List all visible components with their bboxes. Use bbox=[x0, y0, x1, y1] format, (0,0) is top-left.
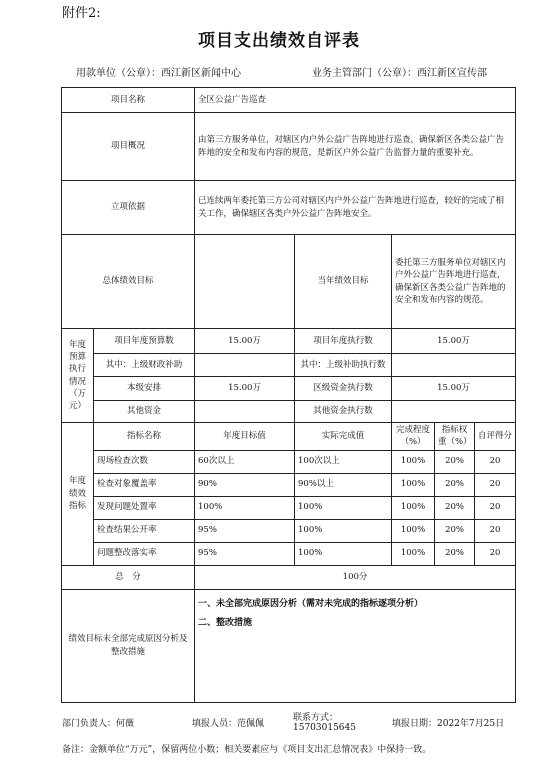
total-row bbox=[62, 565, 516, 589]
indicator-score: 20 bbox=[475, 496, 516, 519]
budget-label: 项目年度预算数 bbox=[94, 329, 195, 354]
row-project-name bbox=[62, 88, 516, 113]
project-overview-value: 由第三方服务单位，对辖区内户外公益广告阵地进行巡查，确保新区各类公益广告阵地的安全和发布内容的规范，是新区户外公益广告监督力量的重要补充。 bbox=[195, 113, 516, 181]
indicator-actual: 100次以上 bbox=[295, 450, 392, 473]
budget-value: 15.00万 bbox=[195, 377, 295, 401]
budget-label2: 其他资金执行数 bbox=[295, 401, 392, 423]
total-value: 100分 bbox=[195, 565, 516, 589]
filler: 填报人员：范佩佩 bbox=[192, 719, 265, 729]
indicator-score: 20 bbox=[475, 450, 516, 473]
indicator-weight: 20% bbox=[435, 496, 475, 519]
fill-date: 填报日期：2022年7月25日 bbox=[392, 719, 505, 729]
indicator-header: 实际完成值 bbox=[295, 423, 392, 451]
indicator-header-row bbox=[62, 423, 516, 451]
indicator-completion: 100% bbox=[392, 450, 435, 473]
annual-goal-label: 当年绩效目标 bbox=[295, 235, 392, 329]
budget-label2: 区级资金执行数 bbox=[295, 377, 392, 401]
analysis-row bbox=[62, 589, 516, 702]
project-overview-label: 项目概况 bbox=[62, 113, 195, 181]
indicator-completion: 100% bbox=[392, 473, 435, 496]
budget-value: 15.00万 bbox=[195, 329, 295, 354]
attachment-label: 附件2: bbox=[62, 6, 101, 21]
indicator-target: 95% bbox=[195, 542, 295, 565]
indicator-weight: 20% bbox=[435, 519, 475, 542]
budget-value2: 15.00万 bbox=[392, 377, 516, 401]
indicator-weight: 20% bbox=[435, 450, 475, 473]
budget-row bbox=[62, 401, 516, 423]
page-title: 项目支出绩效自评表 bbox=[198, 31, 360, 51]
indicator-weight: 20% bbox=[435, 473, 475, 496]
analysis-label: 绩效目标未全部完成原因分析及整改措施 bbox=[62, 589, 195, 702]
budget-row bbox=[62, 354, 516, 377]
indicator-row bbox=[62, 519, 516, 542]
analysis-item-reasons: 一、未全部完成原因分析（需对未完成的指标逐项分析） bbox=[198, 598, 424, 609]
indicator-row bbox=[62, 473, 516, 496]
footnote: 备注：金额单位“万元”，保留两位小数；相关要素应与《项目支出汇总情况表》中保持一致。 bbox=[62, 745, 432, 755]
annual-goal-value: 委托第三方服务单位对辖区内户外公益广告阵地进行巡查，确保新区各类公益广告阵地的安全和发布内容的规范。 bbox=[392, 235, 516, 329]
indicator-completion: 100% bbox=[392, 542, 435, 565]
indicator-target: 100% bbox=[195, 496, 295, 519]
indicator-header: 指标名称 bbox=[94, 423, 195, 451]
indicator-header: 自评得分 bbox=[475, 423, 516, 451]
supervisor-dept: 业务主管部门（公章）：西江新区宣传部 bbox=[312, 68, 487, 79]
indicator-row bbox=[62, 496, 516, 519]
indicator-header: 年度目标值 bbox=[195, 423, 295, 451]
indicator-target: 60次以上 bbox=[195, 450, 295, 473]
overall-goal-value bbox=[195, 235, 295, 329]
indicator-completion: 100% bbox=[392, 519, 435, 542]
indicator-row bbox=[62, 450, 516, 473]
evaluation-table bbox=[61, 87, 516, 703]
indicator-section-label: 年度绩效指标 bbox=[62, 423, 94, 566]
indicator-actual: 100% bbox=[295, 496, 392, 519]
budget-row bbox=[62, 329, 516, 354]
budget-value bbox=[195, 354, 295, 377]
project-basis-value: 已连续两年委托第三方公司对辖区内户外公益广告阵地进行巡查，较好的完成了相关工作，确保辖区各类户外公益广告阵地安全。 bbox=[195, 181, 516, 235]
row-project-basis bbox=[62, 181, 516, 235]
indicator-weight: 20% bbox=[435, 542, 475, 565]
analysis-content bbox=[195, 589, 516, 702]
indicator-name: 发现问题处置率 bbox=[94, 496, 195, 519]
indicator-actual: 90%以上 bbox=[295, 473, 392, 496]
indicator-header: 完成程度（%） bbox=[392, 423, 435, 451]
overall-goal-label: 总体绩效目标 bbox=[62, 235, 195, 329]
indicator-name: 检查对象覆盖率 bbox=[94, 473, 195, 496]
budget-label: 其他资金 bbox=[94, 401, 195, 423]
contact-phone: 15703015645 bbox=[293, 723, 356, 733]
budget-value2: 15.00万 bbox=[392, 329, 516, 354]
budget-value2 bbox=[392, 354, 516, 377]
dept-head: 部门负责人：何薇 bbox=[62, 719, 135, 729]
indicator-name: 现场检查次数 bbox=[94, 450, 195, 473]
indicator-completion: 100% bbox=[392, 496, 435, 519]
indicator-actual: 100% bbox=[295, 519, 392, 542]
project-name-value: 全区公益广告巡查 bbox=[195, 88, 516, 113]
indicator-name: 检查结果公开率 bbox=[94, 519, 195, 542]
indicator-actual: 100% bbox=[295, 542, 392, 565]
budget-section-label: 年度预算执行情况（万元） bbox=[62, 329, 94, 423]
indicator-header: 指标权重（%） bbox=[435, 423, 475, 451]
budget-label: 其中：上级财政补助 bbox=[94, 354, 195, 377]
budget-row bbox=[62, 377, 516, 401]
contact-label: 联系方式： bbox=[293, 713, 339, 723]
indicator-score: 20 bbox=[475, 473, 516, 496]
budget-label2: 项目年度执行数 bbox=[295, 329, 392, 354]
indicator-score: 20 bbox=[475, 519, 516, 542]
row-project-overview bbox=[62, 113, 516, 181]
analysis-item-measures: 二、整改措施 bbox=[198, 617, 253, 628]
budget-value bbox=[195, 401, 295, 423]
indicator-row bbox=[62, 542, 516, 565]
row-goals bbox=[62, 235, 516, 329]
indicator-target: 95% bbox=[195, 519, 295, 542]
budget-label: 本级安排 bbox=[94, 377, 195, 401]
indicator-name: 问题整改落实率 bbox=[94, 542, 195, 565]
project-name-label: 项目名称 bbox=[62, 88, 195, 113]
indicator-score: 20 bbox=[475, 542, 516, 565]
total-label: 总 分 bbox=[62, 565, 195, 589]
project-basis-label: 立项依据 bbox=[62, 181, 195, 235]
budget-value2 bbox=[392, 401, 516, 423]
funding-unit: 用款单位（公章）：西江新区新闻中心 bbox=[76, 68, 241, 79]
indicator-target: 90% bbox=[195, 473, 295, 496]
budget-label2: 其中：上级补助执行数 bbox=[295, 354, 392, 377]
